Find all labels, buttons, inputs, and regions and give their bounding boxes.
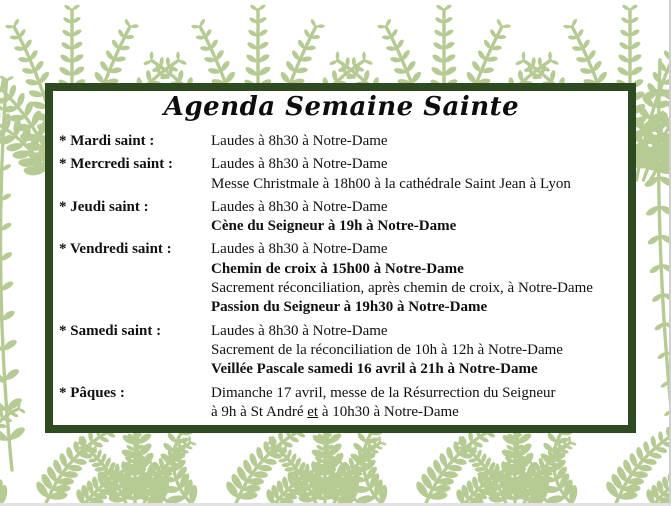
event-text: Laudes à 8h30 à Notre-Dame	[211, 322, 388, 339]
agenda-day-events	[211, 198, 624, 237]
agenda-day-events	[211, 322, 624, 380]
agenda-event-line	[211, 403, 624, 422]
agenda-event-line	[211, 384, 624, 403]
event-text: Sacrement réconciliation, après chemin de croix, à Notre-Dame	[211, 280, 593, 297]
agenda-day-events	[211, 132, 624, 151]
agenda-day-label: * Mercredi saint :	[59, 156, 174, 173]
event-text: Chemin de croix à 15h00 à Notre-Dame	[211, 260, 464, 277]
agenda-event-line	[211, 132, 624, 151]
event-text: Cène du Seigneur à 19h à Notre-Dame	[211, 218, 457, 235]
event-text: Laudes à 8h30 à Notre-Dame	[211, 156, 388, 173]
event-text: Veillée Pascale samedi 16 avril à 21h à Notre-Dame	[211, 361, 538, 378]
event-text: Laudes à 8h30 à Notre-Dame	[211, 198, 388, 215]
agenda-day-events	[211, 384, 624, 423]
agenda-card	[45, 83, 636, 433]
agenda-event-line	[211, 240, 624, 259]
event-text: Sacrement de la réconciliation de 10h à 12h à Notre-Dame	[211, 341, 563, 358]
event-text: à 10h30 à Notre-Dame	[318, 403, 459, 420]
agenda-title: Agenda Semaine Sainte	[163, 92, 520, 122]
agenda-day-label: * Vendredi saint :	[59, 241, 172, 258]
agenda-event-line	[211, 198, 624, 217]
agenda-day-label: * Jeudi saint :	[59, 198, 149, 215]
event-text: à 9h à St André	[211, 403, 308, 420]
agenda-event-line	[211, 322, 624, 341]
agenda-event-line	[211, 279, 624, 298]
agenda-day-events	[211, 155, 624, 194]
event-text: Passion du Seigneur à 19h30 à Notre-Dame	[211, 299, 488, 316]
agenda-day-label: * Mardi saint :	[59, 133, 155, 149]
agenda-list	[59, 132, 624, 422]
agenda-event-line	[211, 260, 624, 279]
event-text: Laudes à 8h30 à Notre-Dame	[211, 133, 388, 149]
event-text: Messe Christmale à 18h00 à la cathédrale Saint Jean à Lyon	[211, 175, 571, 192]
agenda-event-line	[211, 175, 624, 194]
agenda-day-label: * Samedi saint :	[59, 322, 162, 339]
agenda-event-line	[211, 155, 624, 174]
agenda-day-events	[211, 240, 624, 317]
agenda-day-label: * Pâques :	[59, 384, 125, 401]
agenda-event-line	[211, 341, 624, 360]
event-text: Dimanche 17 avril, messe de la Résurrection du Seigneur	[211, 384, 556, 401]
event-text: Laudes à 8h30 à Notre-Dame	[211, 241, 388, 258]
agenda-event-line	[211, 298, 624, 317]
agenda-event-line	[211, 217, 624, 236]
agenda-event-line	[211, 360, 624, 379]
underlined-word: et	[307, 403, 319, 420]
